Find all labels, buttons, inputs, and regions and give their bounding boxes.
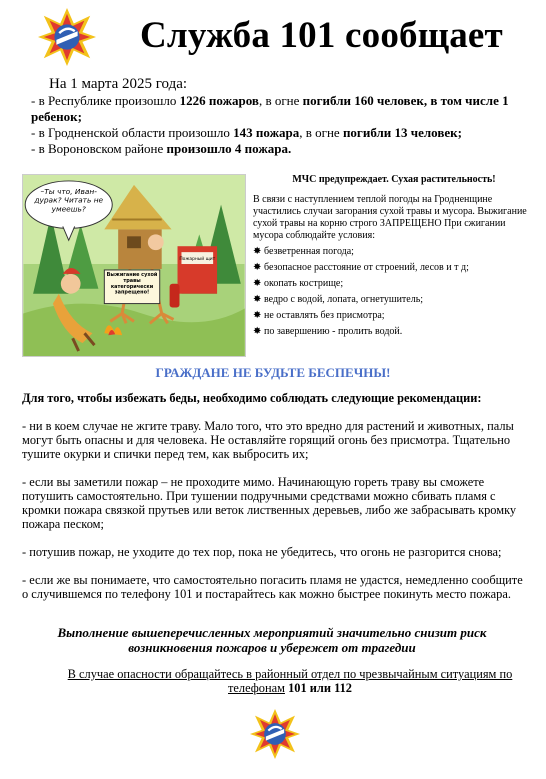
bullet-icon: ✸ — [253, 246, 262, 257]
prohibition-sign-text: Выжигание сухой травы категорически запрещено! — [106, 271, 158, 296]
recommendations-lead: Для того, чтобы избежать беды, необходимо соблюдать следующие рекомендации: — [22, 391, 482, 405]
mchs-emblem-icon — [38, 8, 96, 66]
fire-statistics — [20, 76, 532, 157]
phone-numbers: 101 или 112 — [284, 681, 352, 695]
mchs-emblem-icon — [250, 707, 300, 761]
list-item: ✸ безопасное расстояние от строений, лесов и т д; — [253, 262, 469, 273]
list-item: ✸ по завершению - пролить водой. — [253, 326, 403, 337]
bullet-icon: ✸ — [253, 326, 262, 337]
bullet-icon: ✸ — [253, 278, 262, 289]
list-item: ✸ не оставлять без присмотра; — [253, 310, 385, 321]
recommendation-item: - если вы заметили пожар – не проходите мимо. Начинающую гореть траву вы сможете потушить самостоятельно. При тушении подручными средствами можно сбивать пламя с кромки пожара связкой прутьев или веток лиственных деревьев, либо же забрасывать кромку пожара песком; — [22, 475, 517, 531]
bullet-icon: ✸ — [253, 310, 262, 321]
fire-board-label: Пожарный щит — [179, 257, 216, 263]
stats-republic: - в Республике произошло 1226 пожаров, в огне погибли 160 человек, в том числе 1 ребенок; — [31, 93, 509, 124]
recommendation-item: - если же вы понимаете, что самостоятельно погасить пламя не удастся, немедленно сообщите о случившемся по телефону 101 и постарайтесь как можно быстрее покинуть место пожара. — [22, 573, 523, 601]
closing-statement: Выполнение вышеперечисленных мероприятий значительно снизит риск возникновения пожаров и убережет от трагедии — [57, 625, 487, 655]
page-title: Служба 101 сообщает — [140, 15, 503, 56]
contact-info — [40, 667, 540, 695]
contact-text: В случае опасности обращайтесь в районный отдел по чрезвычайным ситуациям по телефонам — [67, 667, 513, 695]
list-item: ✸ окопать кострище; — [253, 278, 344, 289]
stats-voronovo-district: - в Вороновском районе произошло 4 пожара. — [31, 141, 292, 156]
cartoon-illustration — [22, 174, 246, 357]
bullet-icon: ✸ — [253, 294, 262, 305]
recommendation-item: - ни в коем случае не жгите траву. Мало того, что это вредно для растений и животных, палы могут быть опасны и для человека. Не оставляйте горящий огонь без присмотра. Тщательно тушите окурки и спички перед тем, как выбросить их; — [22, 419, 514, 461]
burning-conditions-list — [253, 246, 535, 338]
list-item: ✸ безветренная погода; — [253, 246, 354, 257]
stats-date: На 1 марта 2025 года: — [49, 76, 188, 92]
speech-bubble-text: –Ты что, Иван-дурак? Читать не умеешь? — [34, 186, 104, 214]
bullet-icon: ✸ — [253, 262, 262, 273]
notice-title: МЧС предупреждает. Сухая растительность! — [292, 174, 496, 185]
warning-heading: ГРАЖДАНЕ НЕ БУДЬТЕ БЕСПЕЧНЫ! — [155, 365, 391, 380]
stats-grodno-region: - в Гродненской области произошло 143 пожара, в огне погибли 13 человек; — [31, 125, 462, 140]
recommendation-item: - потушив пожар, не уходите до тех пор, пока не убедитесь, что огонь не разгорится снова; — [22, 545, 502, 559]
list-item: ✸ ведро с водой, лопата, огнетушитель; — [253, 294, 424, 305]
recommendations — [22, 391, 530, 615]
notice-body: В связи с наступлением теплой погоды на Гродненщине участились случаи загорания сухой травы и мусора. Выжигание сухой травы на корню строго ЗАПРЕЩЕНО При сжигании мусора соблюдайте условия: — [253, 194, 527, 241]
mchs-notice — [253, 174, 535, 338]
